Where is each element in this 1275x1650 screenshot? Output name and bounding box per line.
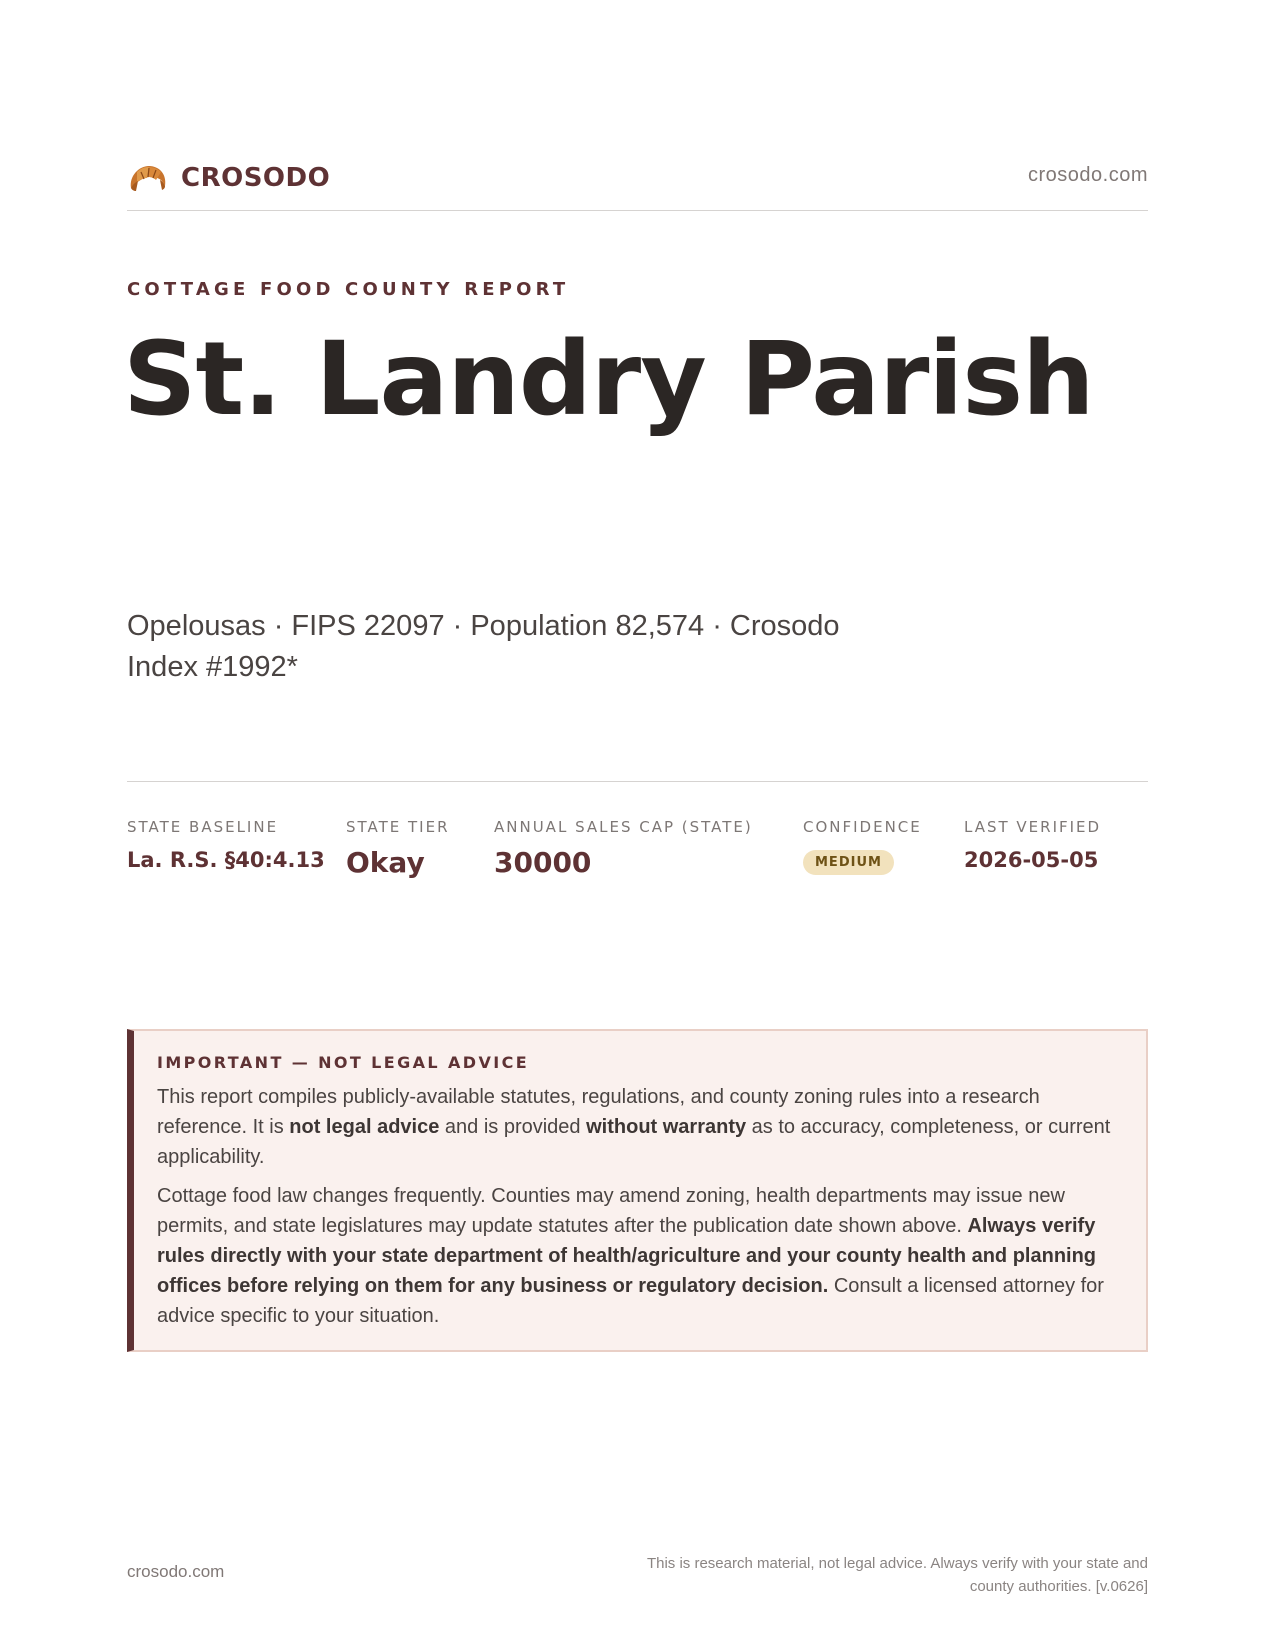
notice-text: This report compiles publicly-available statutes, regulations, and county zoning rules into a research reference. It is bbox=[157, 1086, 1040, 1138]
stat-value: La. R.S. §40:4.13 bbox=[127, 848, 325, 872]
legal-notice bbox=[127, 1029, 1148, 1352]
notice-text: Cottage food law changes frequently. Counties may amend zoning, health departments may issue new permits, and state legislatures may update statutes after the publication date shown above. bbox=[157, 1185, 1065, 1237]
stat-last-verified bbox=[964, 818, 1101, 872]
notice-text: Consult a licensed attorney for advice specific to your situation. bbox=[157, 1275, 1104, 1327]
stat-confidence bbox=[803, 818, 922, 875]
site-link[interactable]: crosodo.com bbox=[1028, 164, 1148, 186]
stat-label: STATE TIER bbox=[346, 818, 450, 836]
croissant-icon bbox=[127, 158, 169, 198]
stat-label: STATE BASELINE bbox=[127, 818, 279, 836]
brand-name: CROSODO bbox=[181, 163, 331, 193]
notice-emphasis: without warranty bbox=[586, 1116, 747, 1138]
stat-state-baseline bbox=[127, 818, 325, 872]
notice-text: and is provided bbox=[439, 1116, 587, 1138]
brand bbox=[127, 158, 330, 198]
footer-disclaimer: This is research material, not legal advice. Always verify with your state and county authorities. [v.0626] bbox=[646, 1555, 1148, 1595]
notice-text: as to accuracy, completeness, or current applicability. bbox=[157, 1116, 1111, 1168]
notice-paragraph bbox=[157, 1181, 1120, 1331]
stats-divider bbox=[127, 781, 1148, 782]
confidence-badge: MEDIUM bbox=[803, 850, 894, 875]
notice-heading: IMPORTANT — NOT LEGAL ADVICE bbox=[157, 1053, 530, 1072]
stat-value: 2026-05-05 bbox=[964, 848, 1099, 872]
stat-label: LAST VERIFIED bbox=[964, 818, 1102, 836]
stat-annual-sales-cap bbox=[494, 818, 753, 879]
report-page bbox=[123, 0, 1148, 1650]
stat-value: Okay bbox=[346, 846, 425, 879]
county-subtitle: Opelousas · FIPS 22097 · Population 82,574 · Crosodo Index #1992* bbox=[127, 610, 840, 683]
stat-label: CONFIDENCE bbox=[803, 818, 922, 836]
stat-state-tier bbox=[346, 818, 450, 879]
notice-emphasis: not legal advice bbox=[289, 1116, 440, 1138]
stat-label: ANNUAL SALES CAP (STATE) bbox=[494, 818, 753, 836]
page-title: St. Landry Parish bbox=[123, 320, 1094, 439]
report-eyebrow: COTTAGE FOOD COUNTY REPORT bbox=[127, 279, 570, 300]
notice-emphasis: Always verify rules directly with your state department of health/agriculture and your county health and planning offices before relying on them for any business or regulatory decision. bbox=[157, 1215, 1097, 1297]
page-header bbox=[127, 158, 1148, 211]
notice-paragraph bbox=[157, 1082, 1120, 1172]
stat-value: 30000 bbox=[494, 846, 592, 879]
footer-site-link[interactable]: crosodo.com bbox=[127, 1562, 225, 1581]
